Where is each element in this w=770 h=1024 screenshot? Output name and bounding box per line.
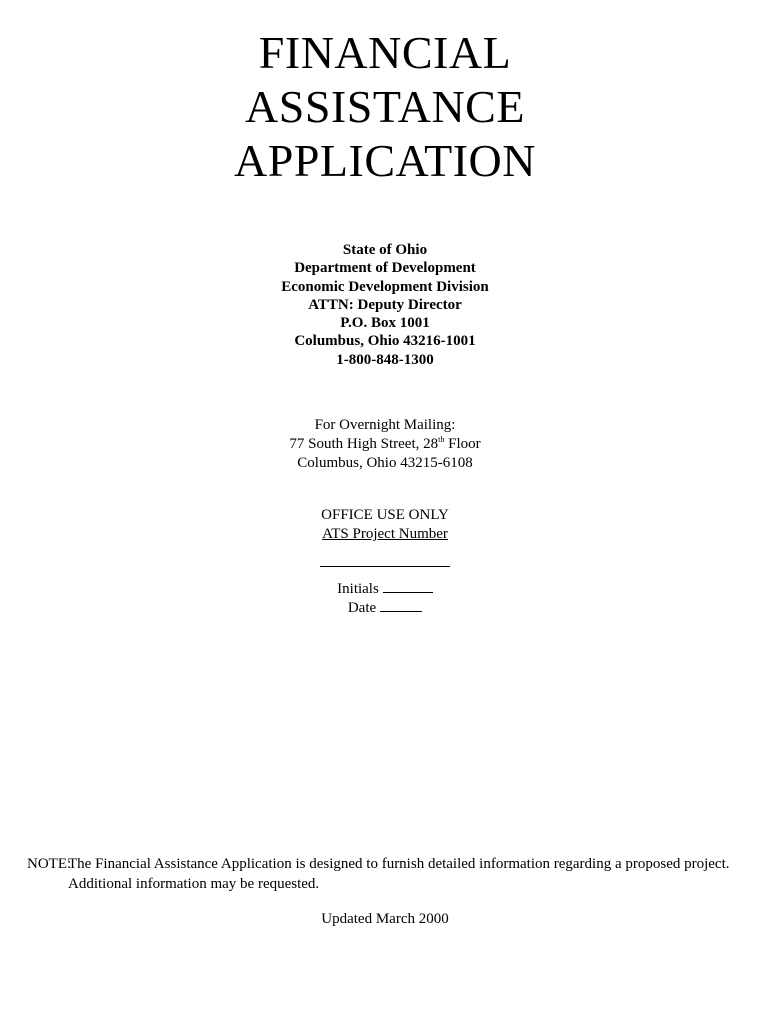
- date-label: Date: [347, 600, 377, 616]
- date-row: [0, 599, 770, 618]
- title-line-2: ASSISTANCE: [245, 81, 525, 132]
- address-state: State of Ohio: [342, 242, 428, 258]
- note-line-2: Additional information may be requested.: [68, 876, 320, 892]
- overnight-street-prefix: 77 South High Street, 28: [289, 436, 439, 452]
- updated-date: Updated March 2000: [321, 911, 449, 927]
- overnight-street-suffix: Floor: [444, 436, 481, 452]
- title-line-1: FINANCIAL: [258, 27, 512, 78]
- office-use-section: [0, 506, 770, 567]
- initials-row: [0, 580, 770, 599]
- note-section: [27, 854, 747, 894]
- overnight-street: [0, 435, 770, 454]
- address-attn: ATTN: Deputy Director: [308, 296, 462, 313]
- document-title: [0, 26, 770, 188]
- mailing-address: [0, 241, 770, 369]
- address-phone: 1-800-848-1300: [336, 351, 434, 368]
- office-use-heading: OFFICE USE ONLY: [321, 507, 449, 523]
- initials-field[interactable]: [383, 580, 433, 593]
- note-line-1: The Financial Assistance Application is designed to furnish detailed information regarding a proposed project.: [68, 856, 730, 872]
- title-line-3: APPLICATION: [234, 135, 536, 186]
- date-field[interactable]: [380, 599, 422, 612]
- address-po-box: P.O. Box 1001: [340, 315, 430, 332]
- address-division: Economic Development Division: [281, 278, 489, 295]
- initials-label: Initials: [337, 581, 379, 597]
- address-department: Department of Development: [294, 260, 476, 277]
- initials-date-section: [0, 580, 770, 618]
- overnight-mailing: [0, 416, 770, 473]
- note-row-1: [27, 854, 747, 874]
- note-label: NOTE:: [27, 856, 72, 872]
- ats-project-number-field[interactable]: [320, 566, 450, 567]
- ats-project-number-label: ATS Project Number: [322, 526, 448, 542]
- overnight-street-sup: th: [438, 435, 445, 444]
- overnight-city: Columbus, Ohio 43215-6108: [297, 455, 473, 471]
- overnight-heading: For Overnight Mailing:: [314, 417, 456, 433]
- address-city: Columbus, Ohio 43216-1001: [294, 333, 476, 350]
